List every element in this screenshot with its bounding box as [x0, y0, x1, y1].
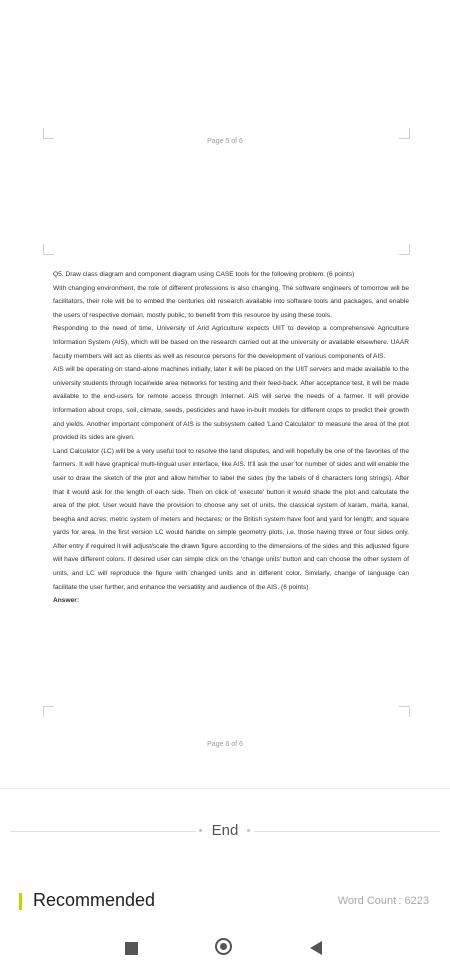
end-marker: [0, 820, 450, 844]
recommended-heading: Recommended: [33, 890, 156, 910]
page-number-label: Page 6 of 6: [207, 741, 243, 748]
paragraph: With changing environment, the role of different professions is also changing. The software engineers of tomorrow will be facilitators, their role will be to embed the centuries old research available into software tools and packages, and enable the users of respective domain, mostly public, to benefit from this resource by using these tools.: [53, 284, 409, 319]
page-corner-mark: [43, 244, 54, 255]
question-heading: Q5. Draw class diagram and component diagram using CASE tools for the following problem: (6 points): [53, 271, 355, 278]
system-nav-bar: [0, 930, 450, 976]
paragraph: Responding to the need of time, University of Arid Agriculture expects UIIT to develop a comprehensive Agriculture Information System (AIS), which will be based on the research carried out at the university or available elsewhere. UAAR faculty members will act as clients as well as resource persons for the development of various components of AIS.: [53, 325, 409, 360]
dot: [247, 829, 250, 832]
word-count: Word Count : 6223: [337, 895, 429, 907]
home-icon-dot: [220, 943, 227, 950]
answer-label: Answer:: [53, 597, 80, 605]
paragraph: AIS will be operating on stand-alone machines initially, later it will be placed on the UIIT servers and made available to the university students through local/wide area networks for testing and their feed-back. After acceptance test, it will be made available to the end-users for remote access through Internet. AIS will serve the needs of a farmer. It will provide Information about crops, soil, climate, seeds, pesticides and have in-built models for different crops to predict their growth and yields. Another important component of AIS is the subsystem called 'Land Calculator' to measure the area of the plot provided its sides are given.: [53, 366, 409, 442]
end-label: End: [211, 822, 239, 839]
page-corner-mark: [399, 706, 410, 717]
paragraph: Land Calculator (LC) will be a very useful tool to resolve the land disputes, and will hopefully be one of the favorites of the farmers. It will have graphical multi-lingual user interface, like AIS. It'll ask the user for number of sides and will enable the user to draw the sketch of the plot and allow him/her to label the sides (by the labels of 8 characters long strings). After that it would ask for the length of each side. Then on click of 'execute' button it would shade the plot and calculate the area of the plot. User would have the provision to choose any set of units, the classical system of karam, marla, kanal, beegha and acres; metric system of meters and hectares; or the British system have foot and yard for length; and square yards for area. In the first version LC would handle on simple geometry plots, i.e. those having three or four sides only. After entry if required it will adjust/scale the drawn figure according to the dimensions of the sides and this adjusted figure will have different colors. If desired user can simple click on the 'change units' button and can choose the other system of units, and LC will reproduce the figure with changed units and in different color. Similarly, change of language can facilitate the user further, and enhance the versatility and audience of the AIS. (6 points): [53, 447, 409, 591]
home-icon[interactable]: [215, 938, 232, 955]
page-number-label: Page 5 of 6: [207, 138, 243, 145]
page-5: [0, 0, 450, 180]
document-body: [53, 268, 409, 608]
page-corner-mark: [399, 244, 410, 255]
page-corner-mark: [43, 706, 54, 717]
back-icon[interactable]: [310, 941, 322, 955]
accent-bar: [19, 893, 22, 910]
page-6: [0, 230, 450, 760]
divider: [254, 831, 440, 832]
recents-icon[interactable]: [125, 942, 138, 955]
divider: [0, 788, 450, 789]
